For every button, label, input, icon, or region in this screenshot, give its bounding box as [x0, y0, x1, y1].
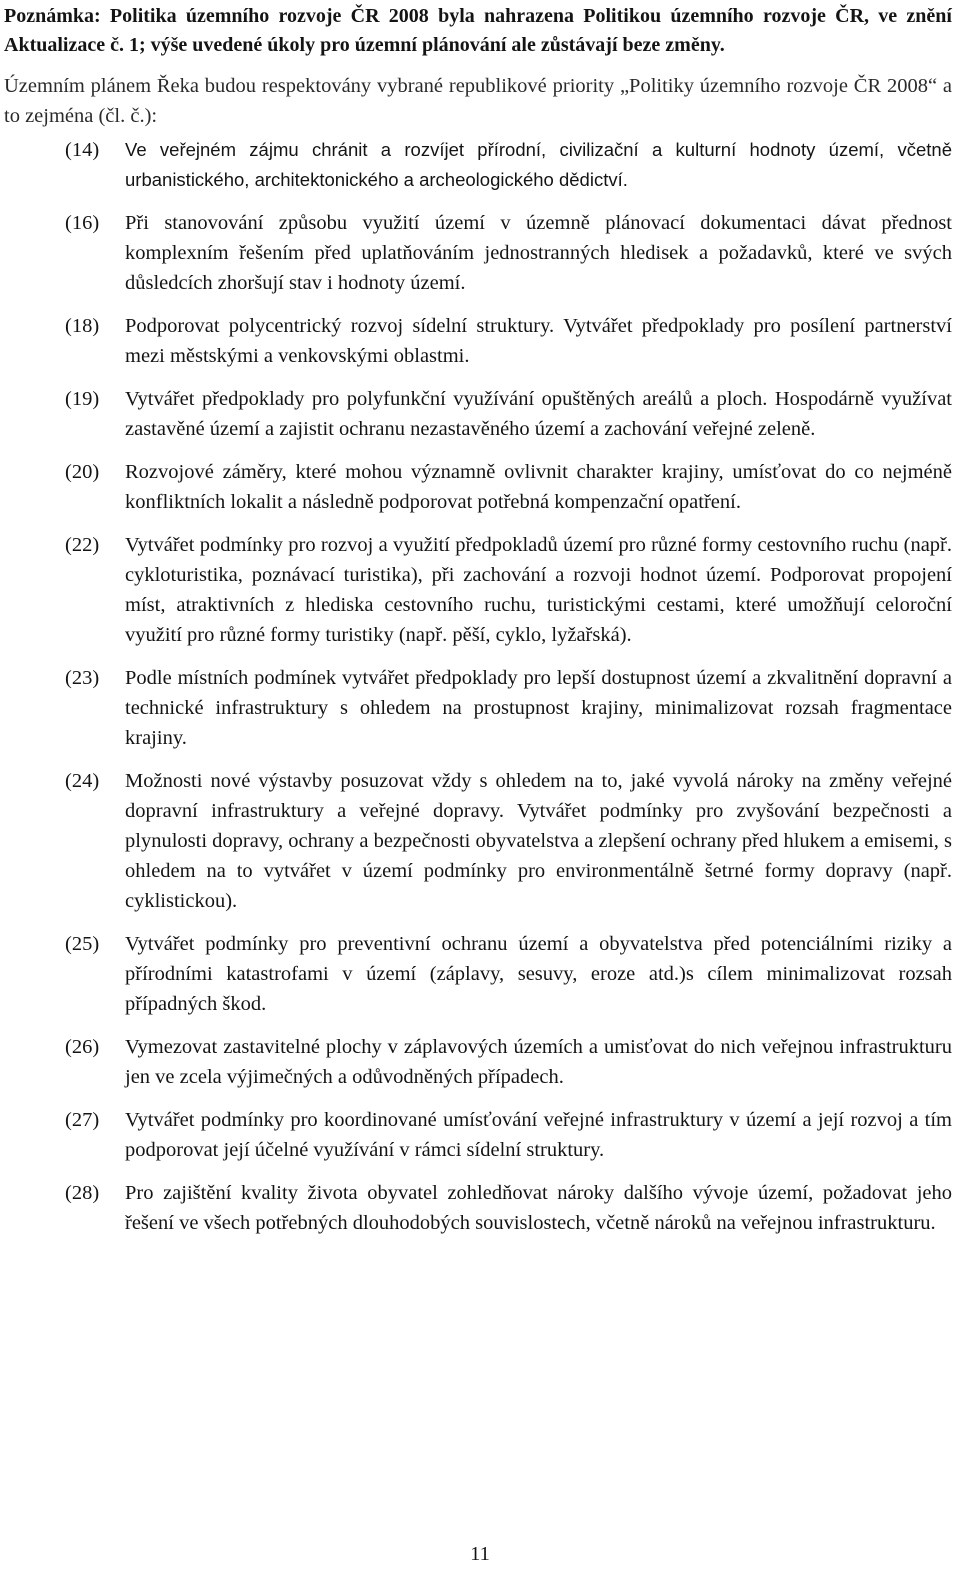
list-item — [4, 766, 952, 916]
list-item — [4, 929, 952, 1019]
list-item — [4, 530, 952, 650]
list-item — [4, 208, 952, 298]
item-number: (26) — [65, 1036, 100, 1058]
item-text: Možnosti nové výstavby posuzovat vždy s ohledem na to, jaké vyvolá nároky na změny veřejné dopravní infrastruktury a veřejné dopravy. Vytvářet podmínky pro zvyšování bezpečnosti a plynulosti dopravy, ochrany a bezpečnosti obyvatelstva a zlepšení ochrany před hlukem a emisemi, s ohledem na to vytvářet v území podmínky pro environmentálně šetrné formy dopravy (např. cyklistickou). — [125, 770, 952, 912]
document-page — [4, 2, 952, 1251]
list-item — [4, 457, 952, 517]
item-text: Vymezovat zastavitelné plochy v záplavových územích a umisťovat do nich veřejnou infrastrukturu jen ve zcela výjimečných a odůvodněných případech. — [125, 1036, 952, 1088]
item-number: (23) — [65, 667, 100, 689]
page-number: 11 — [470, 1543, 490, 1565]
item-text: Podle místních podmínek vytvářet předpoklady pro lepší dostupnost území a zkvalitnění dopravní a technické infrastruktury s ohledem na prostupnost krajiny, minimalizovat rozsah fragmentace krajiny. — [125, 667, 952, 749]
item-number: (19) — [65, 388, 100, 410]
list-item — [4, 384, 952, 444]
item-text: Pro zajištění kvality života obyvatel zohledňovat nároky dalšího vývoje území, požadovat jeho řešení ve všech potřebných dlouhodobých souvislostech, včetně nároků na veřejnou infrastrukturu. — [125, 1182, 952, 1234]
list-item — [4, 1178, 952, 1238]
policy-note: Poznámka: Politika územního rozvoje ČR 2008 byla nahrazena Politikou územního rozvoje ČR, ve znění Aktualizace č. 1; výše uvedené úkoly pro územní plánování ale zůstávají beze změny. — [4, 5, 952, 56]
item-text: Ve veřejném zájmu chránit a rozvíjet přírodní, civilizační a kulturní hodnoty území, včetně urbanistického, architektonického a archeologického dědictví. — [125, 139, 952, 190]
item-number: (24) — [65, 770, 100, 792]
item-number: (16) — [65, 212, 100, 234]
item-number: (27) — [65, 1109, 100, 1131]
item-text: Vytvářet podmínky pro preventivní ochranu území a obyvatelstva před potenciálními riziky a přírodními katastrofami v území (záplavy, sesuvy, eroze atd.)s cílem minimalizovat rozsah případných škod. — [125, 933, 952, 1015]
item-number: (14) — [65, 139, 100, 161]
item-text: Při stanovování způsobu využití území v územně plánovací dokumentaci dávat přednost komplexním řešením před uplatňováním jednostranných hledisek a požadavků, které ve svých důsledcích zhoršují stav i hodnoty území. — [125, 212, 952, 294]
intro-paragraph: Územním plánem Řeka budou respektovány vybrané republikové priority „Politiky územního rozvoje ČR 2008“ a to zejména (čl. č.): — [4, 75, 952, 127]
item-text: Rozvojové záměry, které mohou významně ovlivnit charakter krajiny, umísťovat do co nejméně konfliktních lokalit a následně podporovat potřebná kompenzační opatření. — [125, 461, 952, 513]
priorities-list — [4, 135, 952, 1238]
list-item — [4, 1032, 952, 1092]
list-item — [4, 135, 952, 195]
item-text: Podporovat polycentrický rozvoj sídelní struktury. Vytvářet předpoklady pro posílení partnerství mezi městskými a venkovskými oblastmi. — [125, 315, 952, 367]
item-number: (28) — [65, 1182, 100, 1204]
item-text: Vytvářet předpoklady pro polyfunkční využívání opuštěných areálů a ploch. Hospodárně využívat zastavěné území a zajistit ochranu nezastavěného území a zachování veřejné zeleně. — [125, 388, 952, 440]
item-number: (25) — [65, 933, 100, 955]
item-number: (22) — [65, 534, 100, 556]
item-text: Vytvářet podmínky pro koordinované umísťování veřejné infrastruktury v území a její rozvoj a tím podporovat její účelné využívání v rámci sídelní struktury. — [125, 1109, 952, 1161]
list-item — [4, 663, 952, 753]
list-item — [4, 1105, 952, 1165]
list-item — [4, 311, 952, 371]
item-number: (18) — [65, 315, 100, 337]
item-number: (20) — [65, 461, 100, 483]
item-text: Vytvářet podmínky pro rozvoj a využití předpokladů území pro různé formy cestovního ruchu (např. cykloturistika, poznávací turistika), při zachování a rozvoji hodnot území. Podporovat propojení míst, atraktivních z hlediska cestovního ruchu, turistickými cestami, které umožňují celoroční využití pro různé formy turistiky (např. pěší, cyklo, lyžařská). — [125, 534, 952, 646]
